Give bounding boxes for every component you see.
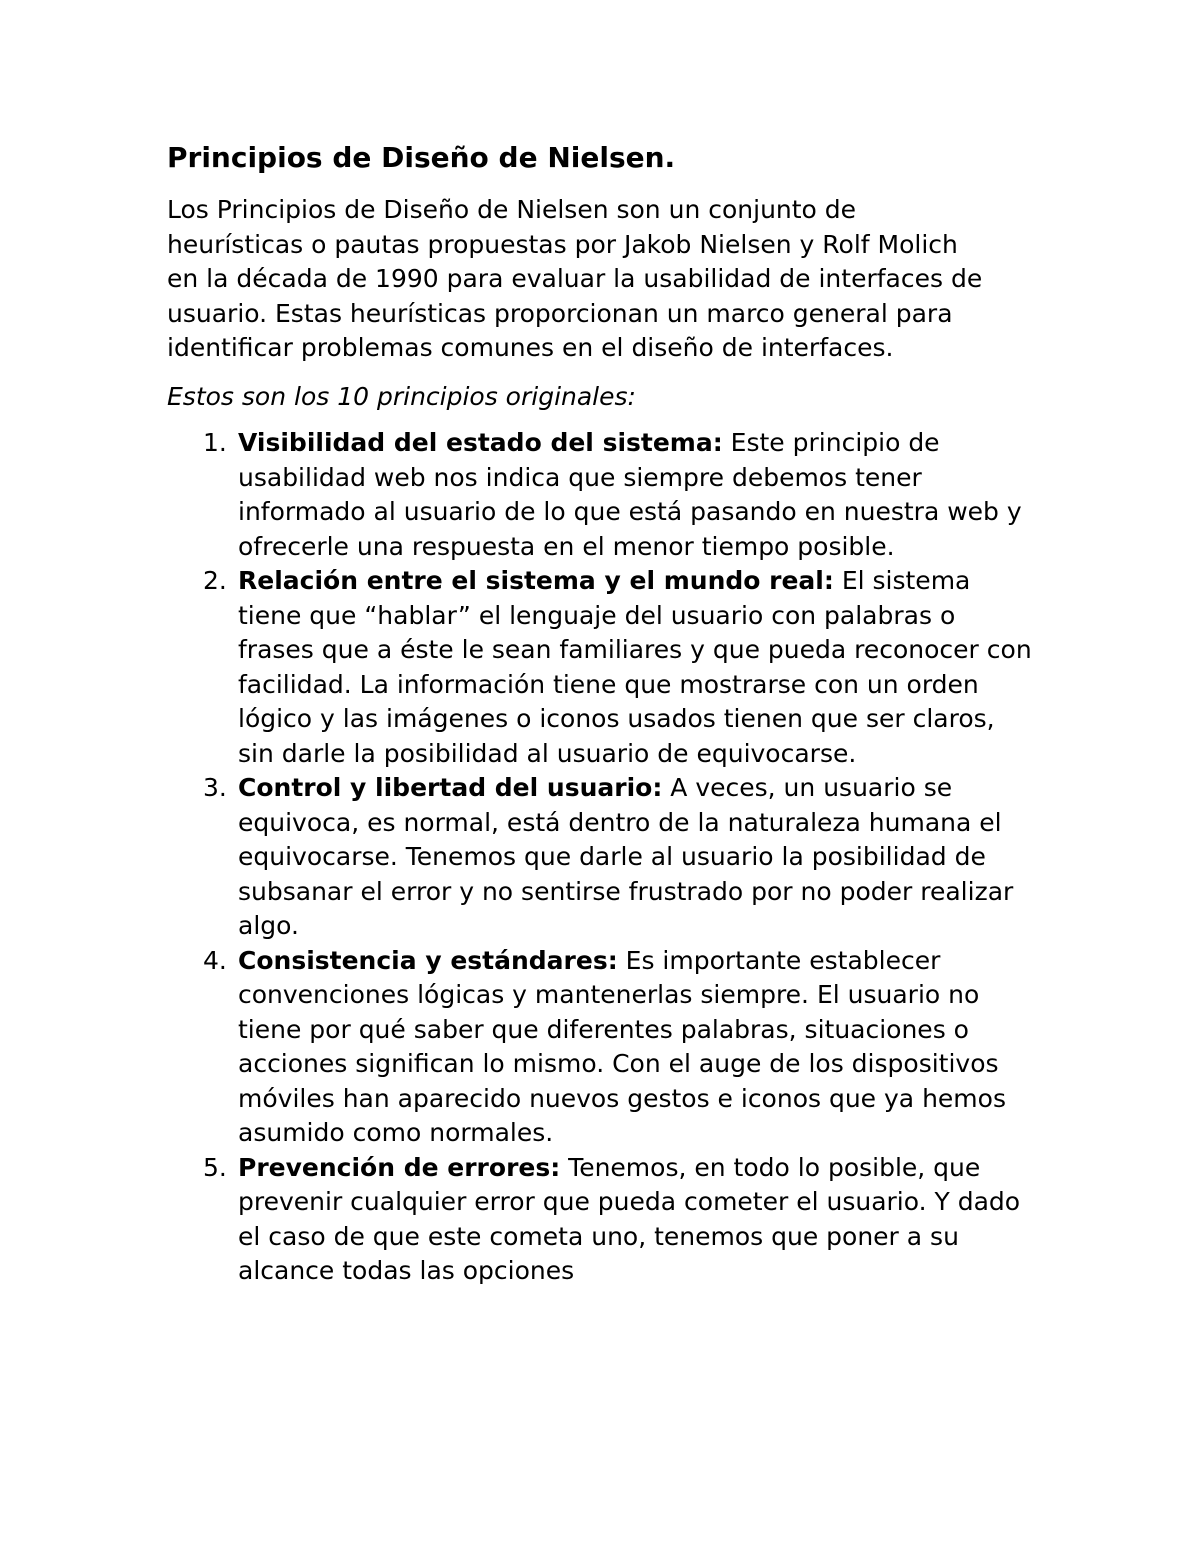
intro-paragraph: Los Principios de Diseño de Nielsen son un conjunto de heurísticas o pautas propuestas por Jakob Nielsen y Rolf Molich en la década de 1990 para evaluar la usabilidad de interfaces de usuario. Estas heurísticas proporcionan un marco general para identificar problemas comunes en el diseño de interfaces.: [167, 195, 983, 362]
principle-term: Prevención de errores:: [238, 1152, 561, 1182]
list-item: [167, 564, 1038, 771]
list-number: 1.: [203, 428, 227, 457]
principle-term: Visibilidad del estado del sistema:: [238, 428, 723, 457]
principle-description: Tenemos, en todo lo posible, que prevenir cualquier error que pueda cometer el usuario. Y dado el caso de que este cometa uno, tenemos que poner a su alcance todas las opciones: [238, 1152, 1021, 1285]
list-number: 2.: [203, 566, 227, 595]
list-item: [167, 426, 1038, 564]
principle-term: Consistencia y estándares:: [238, 945, 618, 975]
principle-term: Relación entre el sistema y el mundo real:: [238, 566, 834, 595]
principle-term: Control y libertad del usuario:: [238, 773, 663, 802]
list-item: [167, 771, 1038, 944]
principle-description: Este principio de usabilidad web nos indica que siempre debemos tener informado al usuario de lo que está pasando en nuestra web y ofrecerle una respuesta en el menor tiempo posible.: [238, 428, 1022, 561]
list-number: 5.: [203, 1152, 227, 1182]
list-intro: Estos son los 10 principios originales:: [167, 381, 636, 411]
list-number: 3.: [203, 773, 227, 802]
list-number: 4.: [203, 945, 227, 975]
principle-description: Es importante establecer convenciones lógicas y mantenerlas siempre. El usuario no tiene por qué saber que diferentes palabras, situaciones o acciones significan lo mismo. Con el auge de los dispositivos móviles han aparecido nuevos gestos e iconos que ya hemos asumido como normales.: [238, 945, 1006, 1147]
list-item: [167, 944, 1038, 1151]
document-title: Principios de Diseño de Nielsen.: [167, 141, 676, 174]
document-page: [167, 138, 1037, 1289]
principle-description: El sistema tiene que “hablar” el lenguaje del usuario con palabras o frases que a éste le sean familiares y que pueda reconocer con facilidad. La información tiene que mostrarse con un orden lógico y las imágenes o iconos usados tienen que ser claros, sin darle la posibilidad al usuario de equivocarse.: [238, 566, 1032, 768]
principle-description: A veces, un usuario se equivoca, es normal, está dentro de la naturaleza humana el equivocarse. Tenemos que darle al usuario la posibilidad de subsanar el error y no sentirse frustrado por no poder realizar algo.: [238, 773, 1014, 940]
list-item: [167, 1151, 1038, 1289]
principles-list: [167, 426, 1037, 1289]
